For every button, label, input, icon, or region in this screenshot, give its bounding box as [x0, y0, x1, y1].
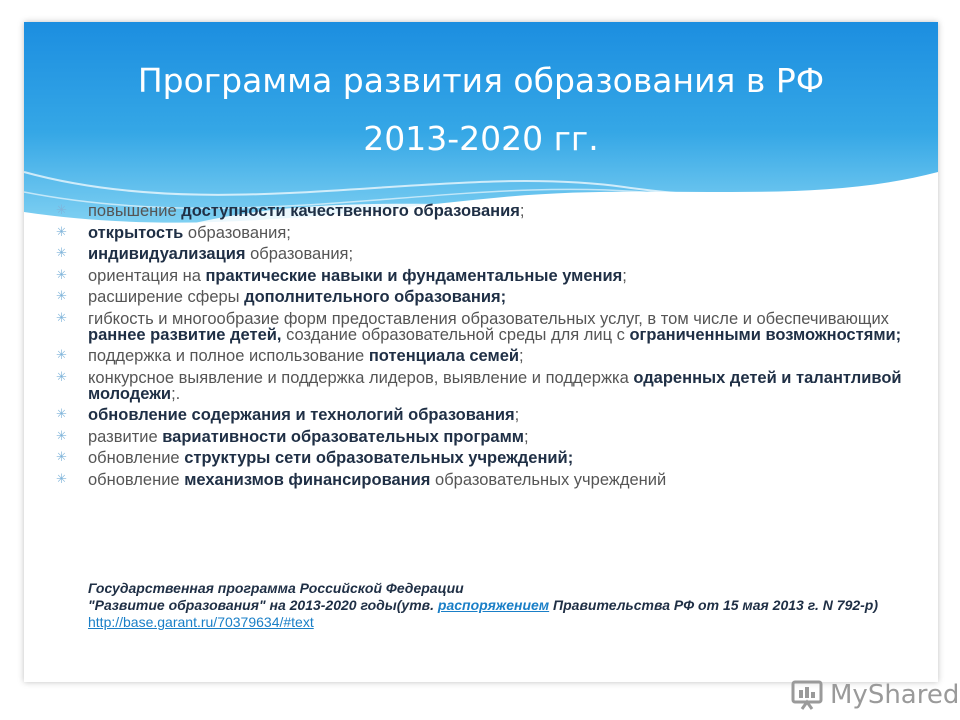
bullet-text: образования; [245, 245, 354, 263]
bullet-item [56, 246, 906, 262]
bullet-text: конкурсное выявление и поддержка лидеров, выявление и поддержка [88, 368, 634, 387]
garant-link[interactable]: http://base.garant.ru/70379634/#text [88, 614, 314, 630]
bullet-bold-text: индивидуализация [88, 245, 246, 263]
presentation-icon [790, 679, 824, 711]
bullet-text: ;. [171, 384, 181, 403]
bullet-item [56, 429, 906, 445]
bullet-text: ; [519, 202, 525, 220]
bullet-star-icon: ✳ [56, 309, 67, 325]
bullet-item [56, 268, 906, 284]
bullet-list [56, 203, 906, 493]
bullet-bold-text: практические навыки и фундаментальные умения [205, 266, 623, 285]
bullet-star-icon: ✳ [56, 368, 67, 384]
bullet-bold-text: механизмов финансирования [184, 470, 431, 489]
bullet-star-icon: ✳ [56, 470, 67, 486]
bullet-text: ; [622, 266, 627, 285]
bullet-text: обновление [88, 470, 185, 489]
source-line-1: Государственная программа Российской Федерации [88, 580, 464, 596]
bullet-star-icon: ✳ [56, 266, 67, 282]
bullet-text: образования; [183, 223, 291, 242]
bullet-star-icon: ✳ [56, 288, 67, 303]
source-text-a: "Развитие образования" на 2013-2020 годы(утв. [88, 597, 438, 613]
bullet-text: поддержка и полное использование [88, 347, 369, 365]
bullet-bold-text: обновление содержания и технологий образования [88, 406, 515, 424]
watermark [790, 679, 959, 711]
bullet-bold-text: дополнительного образования; [244, 288, 507, 306]
decree-link[interactable]: распоряжением [437, 597, 550, 613]
bullet-bold-text: открытость [88, 223, 184, 242]
bullet-text: ; [519, 347, 524, 365]
bullet-bold-text: ограниченными возможностями; [629, 325, 902, 344]
bullet-text: ориентация на [88, 266, 206, 285]
bullet-star-icon: ✳ [56, 406, 67, 421]
bullet-star-icon: ✳ [56, 223, 67, 239]
watermark-text: MyShared [830, 680, 960, 710]
bullet-text: расширение сферы [88, 288, 245, 306]
page-title [24, 52, 938, 168]
source-citation [88, 580, 888, 631]
bullet-star-icon: ✳ [56, 427, 67, 443]
source-line-2 [88, 597, 888, 631]
bullet-star-icon: ✳ [56, 449, 67, 464]
bullet-item [56, 348, 906, 364]
bullet-item [56, 289, 906, 305]
slide [24, 22, 960, 710]
bullet-item [56, 472, 906, 488]
source-text-b: Правительства РФ от 15 мая 2013 г. N 792-р) [549, 597, 879, 613]
bullet-item [56, 450, 906, 466]
bullet-item [56, 370, 906, 402]
bullet-text: ; [514, 406, 520, 424]
bullet-text: гибкость и многообразие форм предоставления образовательных услуг, в том числе и обеспечивающих [88, 309, 889, 328]
bullet-bold-text: доступности качественного образования [181, 202, 520, 220]
title-line-2: 2013-2020 гг. [363, 119, 599, 158]
bullet-star-icon: ✳ [56, 245, 67, 260]
bullet-text: образовательных учреждений [430, 470, 667, 489]
bullet-text: повышение [88, 202, 182, 220]
title-line-1: Программа развития образования в РФ [137, 61, 825, 100]
bullet-text: развитие [88, 427, 163, 446]
bullet-text: создание образовательной среды для лиц с [281, 325, 630, 344]
bullet-item [56, 407, 906, 423]
bullet-bold-text: структуры сети образовательных учреждений; [184, 449, 574, 467]
bullet-item [56, 203, 906, 219]
bullet-text: ; [524, 427, 529, 446]
bullet-bold-text: потенциала семей [368, 347, 520, 365]
bullet-bold-text: одаренных детей и талантливой молодежи [88, 368, 902, 403]
bullet-star-icon: ✳ [56, 202, 67, 217]
bullet-text: обновление [88, 449, 185, 467]
bullet-bold-text: раннее развитие детей, [88, 325, 282, 344]
bullet-star-icon: ✳ [56, 347, 67, 362]
bullet-item [56, 225, 906, 241]
bullet-bold-text: вариативности образовательных программ [162, 427, 524, 446]
bullet-item [56, 311, 906, 343]
